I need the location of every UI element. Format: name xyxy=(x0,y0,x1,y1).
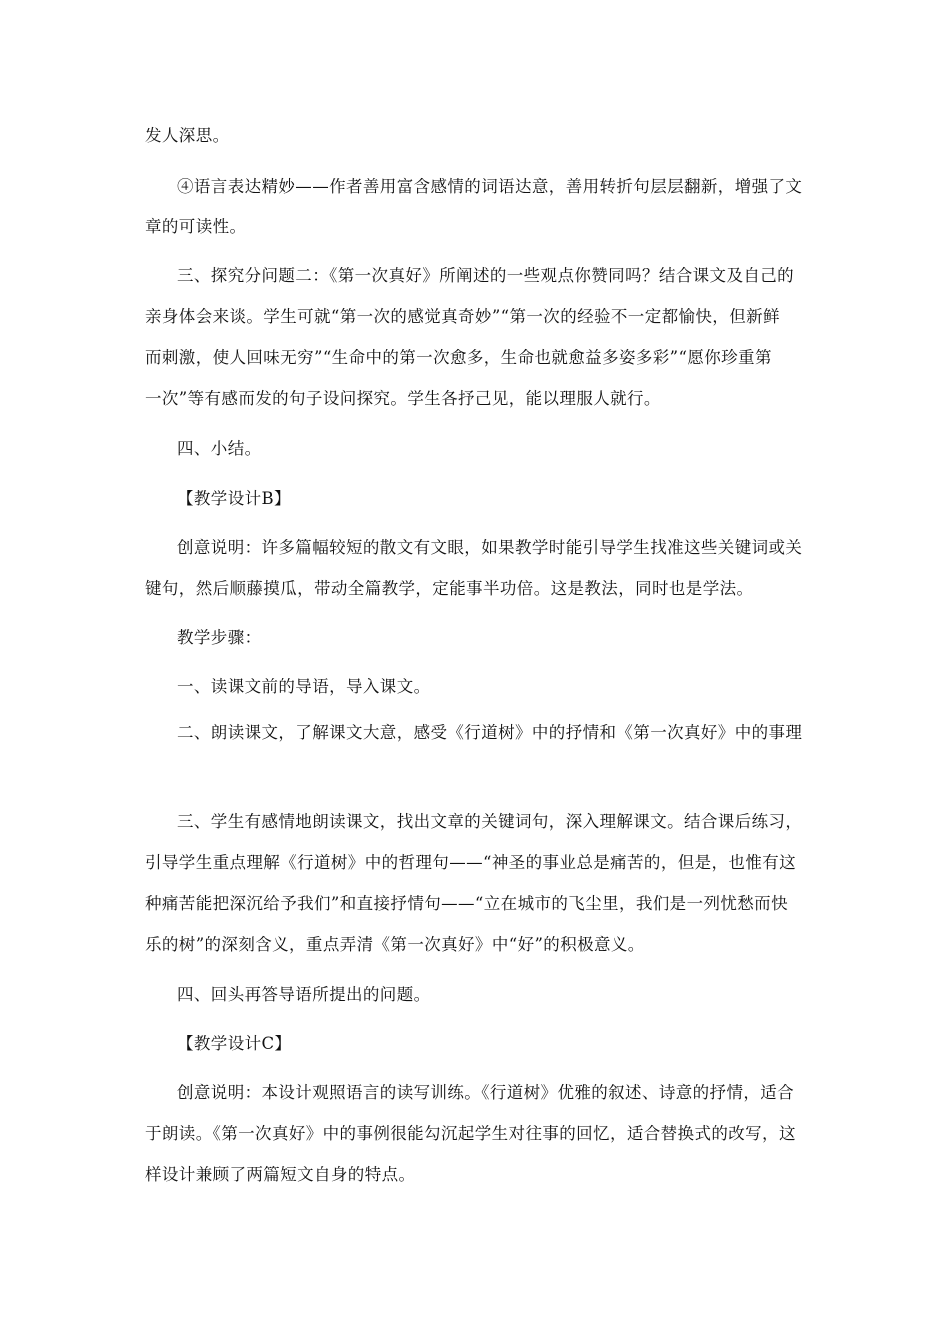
text-line: 三、学生有感情地朗读课文，找出文章的关键词句，深入理解课文。结合课后练习， xyxy=(177,812,803,831)
text-line: 于朗读。《第一次真好》中的事例很能勾沉起学生对往事的回忆，适合替换式的改写，这 xyxy=(145,1124,796,1143)
text-line: 引导学生重点理解《行道树》中的哲理句——“神圣的事业总是痛苦的，但是，也惟有这 xyxy=(145,853,797,872)
text-line: ④语言表达精妙——作者善用富含感情的词语达意，善用转折句层层翻新，增强了文 xyxy=(177,177,803,196)
text-line: 教学步骤： xyxy=(177,628,262,647)
text-line: 键句，然后顺藤摸瓜，带动全篇教学，定能事半功倍。这是教法，同时也是学法。 xyxy=(145,579,754,598)
section-heading: 【教学设计B】 xyxy=(177,489,291,508)
text-line: 创意说明：本设计观照语言的读写训练。《行道树》优雅的叙述、诗意的抒情，适合 xyxy=(177,1083,795,1102)
text-line: 亲身体会来谈。学生可就“第一次的感觉真奇妙”“第一次的经验不一定都愉快，但新鲜 xyxy=(145,307,780,326)
section-heading: 【教学设计C】 xyxy=(177,1034,292,1053)
text-line: 种痛苦能把深沉给予我们”和直接抒情句——“立在城市的飞尘里，我们是一列忧愁而快 xyxy=(145,894,788,913)
text-line: 创意说明：许多篇幅较短的散文有文眼，如果教学时能引导学生找准这些关键词或关 xyxy=(177,538,803,557)
text-line: 四、回头再答导语所提出的问题。 xyxy=(177,985,431,1004)
text-line: 章的可读性。 xyxy=(145,217,247,236)
text-line: 样设计兼顾了两篇短文自身的特点。 xyxy=(145,1165,416,1184)
text-line: 一、读课文前的导语，导入课文。 xyxy=(177,677,431,696)
text-line: 三、探究分问题二：《第一次真好》所阐述的一些观点你赞同吗？结合课文及自己的 xyxy=(177,266,795,285)
text-line: 二、朗读课文，了解课文大意，感受《行道树》中的抒情和《第一次真好》中的事理 xyxy=(177,723,803,742)
text-line: 一次”等有感而发的句子设问探究。学生各抒己见，能以理服人就行。 xyxy=(145,389,661,408)
text-line: 发人深思。 xyxy=(145,126,230,145)
text-line: 乐的树”的深刻含义，重点弄清《第一次真好》中“好”的积极意义。 xyxy=(145,935,645,954)
text-line: 而刺激，使人回味无穷”“生命中的第一次愈多，生命也就愈益多姿多彩”“愿你珍重第 xyxy=(145,348,772,367)
section-heading: 四、小结。 xyxy=(177,439,262,458)
